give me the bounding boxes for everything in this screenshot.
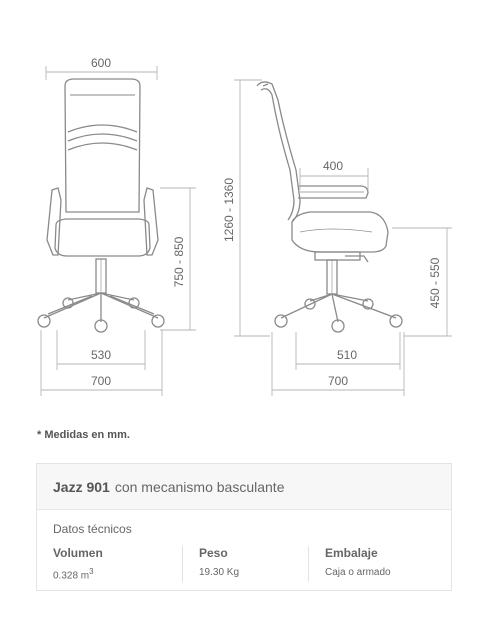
units-note: * Medidas en mm. [37,429,130,441]
side-seat-height-label: 450 - 550 [428,257,442,309]
product-header [37,464,451,510]
side-seat-depth-label: 400 [322,159,344,173]
chair-side-view [257,82,402,332]
product-model: Jazz 901 [53,478,110,495]
product-description: con mecanismo basculante [114,478,285,495]
side-base-outer-label: 700 [327,374,349,388]
weight-value: 19.30 Kg [199,567,240,578]
chair-front-view [38,79,164,332]
front-base-outer-label: 700 [90,374,112,388]
front-base-inner-label: 530 [90,348,112,362]
front-width-label: 600 [90,56,112,70]
spec-packaging [325,546,445,578]
front-dimension-lines [41,66,196,396]
specs-title: Datos técnicos [53,522,132,536]
product-spec-card [36,463,452,591]
spec-divider [182,546,183,582]
spec-divider [308,546,309,582]
weight-label: Peso [199,546,228,560]
spec-volume [53,546,173,581]
volume-value: 0.328 $m^3$ [53,567,94,582]
side-height-label: 1260 - 1360 [222,177,236,243]
side-base-inner-label: 510 [336,348,358,362]
volume-label: Volumen [53,546,103,560]
spec-weight [199,546,319,578]
packaging-label: Embalaje [325,546,378,560]
packaging-value: Caja o armado [325,567,391,578]
front-height-label: 750 - 850 [172,236,186,288]
